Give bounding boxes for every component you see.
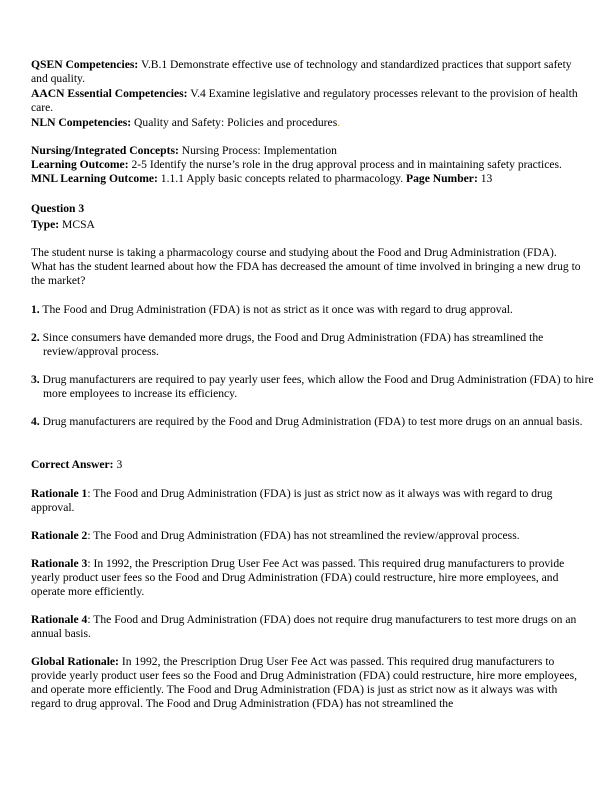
answer-option-2 xyxy=(31,331,595,359)
nln-mark: . xyxy=(337,116,341,129)
rationale-3: Rationale 3: In 1992, the Prescription Drug User Fee Act was passed. This required drug manufacturers to provide yearly product user fees so the Food and Drug Administration (FDA) could restructure, hire more employees, and operate more efficiently. xyxy=(31,557,565,598)
learning-outcome xyxy=(31,158,583,186)
rationale-label: Rationale 2 xyxy=(31,529,88,542)
qsen-text: V.B.1 Demonstrate effective use of technology and standardized practices that support safety and quality. xyxy=(31,58,572,85)
rationale-1: Rationale 1: The Food and Drug Administration (FDA) is just as strict now as it always was with regard to drug approval. xyxy=(31,487,553,514)
rationale-2: Rationale 2: The Food and Drug Administration (FDA) has not streamlined the review/approval process. xyxy=(31,529,520,542)
rationale-text: The Food and Drug Administration (FDA) has not streamlined the review/approval process. xyxy=(93,529,520,542)
option-text: Drug manufacturers are required to pay yearly user fees, which allow the Food and Drug Administration (FDA) to hire more employees to increase its efficiency. xyxy=(42,373,594,400)
page-number-label: Page Number: xyxy=(406,172,478,185)
aacn-text: V.4 Examine legislative and regulatory processes relevant to the provision of health care. xyxy=(31,87,578,114)
integrated-concepts xyxy=(31,144,583,158)
option-text: Since consumers have demanded more drugs, the Food and Drug Administration (FDA) has streamlined the review/approval process. xyxy=(42,331,544,358)
concepts-text: Nursing Process: Implementation xyxy=(181,144,337,157)
global-rationale xyxy=(31,655,583,711)
type-value: MCSA xyxy=(62,218,95,231)
mnl-outcome-label: MNL Learning Outcome: xyxy=(31,172,158,185)
mnl-outcome-text: 1.1.1 Apply basic concepts related to pharmacology. xyxy=(160,172,404,185)
question-type xyxy=(31,218,583,232)
option-text: The Food and Drug Administration (FDA) is not as strict as it once was with regard to drug approval. xyxy=(42,303,513,316)
option-number: 3. xyxy=(31,373,40,386)
type-label: Type: xyxy=(31,218,60,231)
rationale-text: In 1992, the Prescription Drug User Fee Act was passed. This required drug manufacturers to provide yearly product user fees so the Food and Drug Administration (FDA) could restructure, hire more employees, and operate more efficiently. xyxy=(31,557,565,598)
option-text: Drug manufacturers are required by the Food and Drug Administration (FDA) to test more drugs on an annual basis. xyxy=(42,415,583,428)
concepts-label: Nursing/Integrated Concepts: xyxy=(31,144,179,157)
rationale-4: Rationale 4: The Food and Drug Administration (FDA) does not require drug manufacturers to test more drugs on an annual basis. xyxy=(31,613,577,640)
option-number: 1. xyxy=(31,303,40,316)
global-rationale-text: In 1992, the Prescription Drug User Fee Act was passed. This required drug manufacturers to provide yearly product user fees so the Food and Drug Administration (FDA) could restructure, hire more employees, and operate more efficiently. The Food and Drug Administration (FDA) is just as strict now as it always was with regard to drug approval. The Food and Drug Administration (FDA) has not streamlined the xyxy=(31,655,578,710)
correct-answer-label: Correct Answer: xyxy=(31,458,114,471)
rationale-label: Rationale 4 xyxy=(31,613,88,626)
aacn-competencies xyxy=(31,87,583,115)
nln-label: NLN Competencies: xyxy=(31,116,132,129)
page-number-value: 13 xyxy=(480,172,493,185)
nln-competencies xyxy=(31,116,583,130)
correct-answer-value: 3 xyxy=(116,458,123,471)
rationale-text: The Food and Drug Administration (FDA) does not require drug manufacturers to test more drugs on an annual basis. xyxy=(31,613,577,640)
rationale-label: Rationale 1 xyxy=(31,487,88,500)
aacn-label: AACN Essential Competencies: xyxy=(31,87,188,100)
question-title: Question 3 xyxy=(31,202,85,215)
global-rationale-label: Global Rationale: xyxy=(31,655,119,668)
correct-answer xyxy=(31,458,583,472)
option-number: 4. xyxy=(31,415,40,428)
option-number: 2. xyxy=(31,331,40,344)
answer-option-4 xyxy=(31,415,595,429)
qsen-competencies xyxy=(31,58,583,86)
nln-text: Quality and Safety: Policies and procedures xyxy=(134,116,338,129)
rationale-label: Rationale 3 xyxy=(31,557,88,570)
learning-outcome-text: 2-5 Identify the nurse’s role in the drug approval process and in maintaining safety practices. xyxy=(131,158,562,171)
answer-option-3 xyxy=(31,373,595,401)
qsen-label: QSEN Competencies: xyxy=(31,58,139,71)
rationale-text: The Food and Drug Administration (FDA) is just as strict now as it always was with regard to drug approval. xyxy=(31,487,553,514)
answer-option-1 xyxy=(31,303,595,317)
learning-outcome-label: Learning Outcome: xyxy=(31,158,129,171)
question-stem: The student nurse is taking a pharmacology course and studying about the Food and Drug Administration (FDA). What has the student learned about how the FDA has decreased the amount of time involved in bringing a new drug to the market? xyxy=(31,246,581,287)
